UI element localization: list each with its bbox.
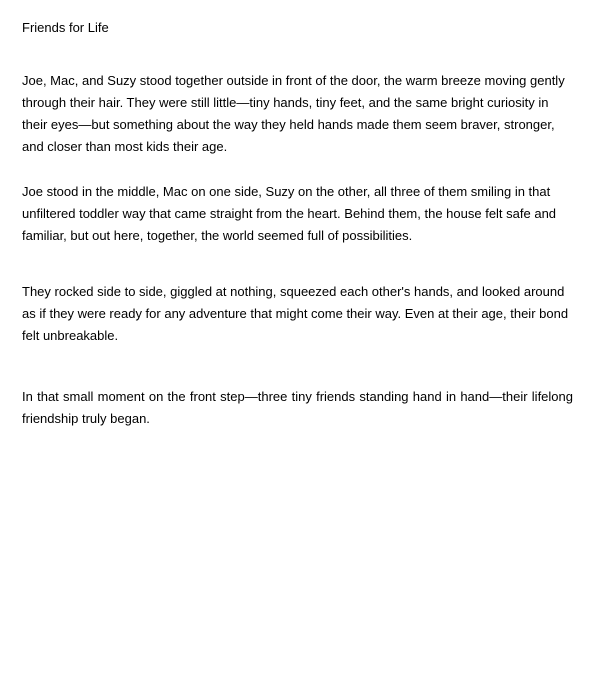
document-title: Friends for Life <box>22 20 109 35</box>
paragraph: Joe stood in the middle, Mac on one side, Suzy on the other, all three of them smiling in that unfiltered toddler way that came straight from the heart. Behind them, the house felt safe and familiar, but out here, together, the world seemed full of possibilities. <box>22 184 557 243</box>
paragraph: In that small moment on the front step—three tiny friends standing hand in hand—their lifelong friendship truly began. <box>22 389 573 426</box>
paragraph: They rocked side to side, giggled at nothing, squeezed each other's hands, and looked around as if they were ready for any adventure that might come their way. Even at their age, their bond felt unbreakable. <box>22 284 569 343</box>
paragraph: Joe, Mac, and Suzy stood together outside in front of the door, the warm breeze moving gently through their hair. They were still little—tiny hands, tiny feet, and the same bright curiosity in their eyes—but something about the way they held hands made them seem braver, stronger, and closer than most kids their age. <box>22 73 565 154</box>
